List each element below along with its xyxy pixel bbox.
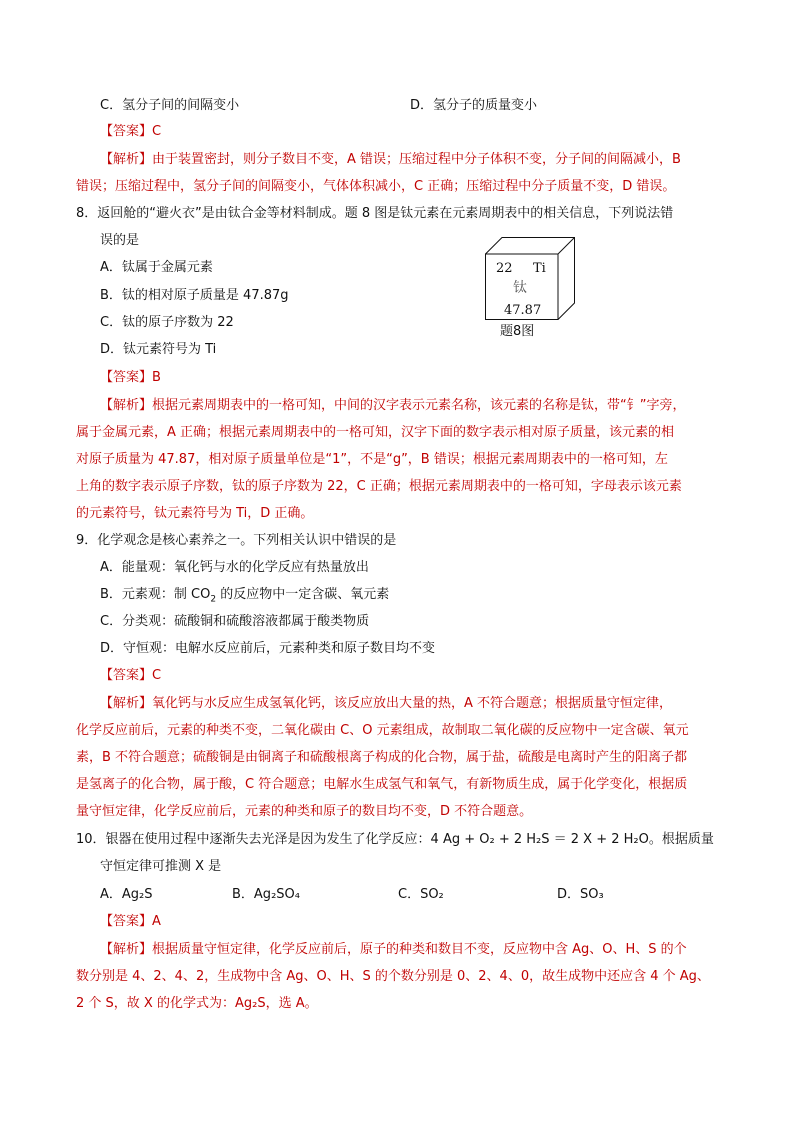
- titanium-periodic-cell-figure: [485, 237, 575, 321]
- q7-analysis-line-1: [100, 150, 681, 170]
- q8-analysis-line-5: 的元素符号，钛元素符号为 Ti，D 正确。: [76, 506, 314, 521]
- analysis-label: 【解析】: [100, 398, 153, 413]
- q9-analysis-line-2: 化学反应前后，元素的种类不变，二氧化碳由 C、O 元素组成，故制取二氧化碳的反应物中一定含碳、氧元: [76, 723, 689, 738]
- analysis-text: 氧化钙与水反应生成氢氧化钙，该反应放出大量的热，A 不符合题意；根据质量守恒定律，: [152, 696, 673, 711]
- analysis-text: 由于装置密封，则分子数目不变，A 错误；压缩过程中分子体积不变，分子间的间隔减小，B: [152, 152, 681, 167]
- analysis-label: 【解析】: [100, 696, 153, 711]
- element-symbol: Ti: [533, 261, 546, 276]
- analysis-label: 【解析】: [100, 942, 153, 957]
- q10-option-d: D．SO₃: [557, 887, 604, 902]
- q10-analysis-line-2: 数分别是 4、2、4、2，生成物中含 Ag、O、H、S 的个数分别是 0、2、4、0，故生成物中还应含 4 个 Ag、: [76, 969, 710, 984]
- q9-analysis-line-3: 素，B 不符合题意；硫酸铜是由铜离子和硫酸根离子构成的化合物，属于盐，硫酸是电离时产生的阳离子都: [76, 750, 688, 765]
- atomic-number: 22: [496, 261, 513, 276]
- q9-option-d: D．守恒观：电解水反应前后，元素种类和原子数目均不变: [100, 641, 436, 656]
- q8-option-c: C．钛的原子序数为 22: [100, 315, 234, 330]
- q8-option-a: A．钛属于金属元素: [100, 260, 213, 275]
- q9-option-c: C．分类观：硫酸铜和硫酸溶液都属于酸类物质: [100, 614, 370, 629]
- q8-option-d: D．钛元素符号为 Ti: [100, 342, 217, 357]
- q10-analysis-line-1: [100, 940, 687, 960]
- stem-text: 10．银器在使用过程中逐渐失去光泽是因为发生了化学反应：: [76, 832, 431, 847]
- option-b-text: B．元素观：制 CO: [100, 587, 211, 602]
- answer-value: A: [152, 914, 161, 929]
- q9-analysis-line-1: [100, 694, 672, 714]
- q9-option-b: [100, 585, 389, 605]
- figure-caption: 题8图: [500, 324, 535, 339]
- answer-label: 【答案】: [100, 370, 153, 385]
- q8-analysis-line-3: 对原子质量为 47.87，相对原子质量单位是“1”，不是“g”，B 错误；根据元素周期表中的一格可知，左: [76, 452, 668, 467]
- q10-option-a: A．Ag₂S: [100, 887, 153, 902]
- stem-text-end: 。根据质量: [648, 832, 714, 847]
- q10-stem-line-1: [76, 830, 714, 850]
- q8-analysis-line-4: 上角的数字表示原子序数，钛的原子序数为 22，C 正确；根据元素周期表中的一格可知，字母表示该元素: [76, 479, 682, 494]
- q7-option-d: D．氢分子的质量变小: [410, 98, 538, 113]
- q8-option-b: B．钛的相对原子质量是 47.87g: [100, 288, 289, 303]
- q8-stem-line-1: 8．返回舱的“避火衣”是由钛合金等材料制成。题 8 图是钛元素在元素周期表中的相关信息，下列说法错: [76, 206, 674, 221]
- q9-answer: [100, 666, 161, 686]
- answer-label: 【答案】: [100, 914, 153, 929]
- q9-stem: 9．化学观念是核心素养之一。下列相关认识中错误的是: [76, 533, 397, 548]
- answer-value: C: [152, 668, 162, 683]
- q8-answer: [100, 368, 161, 388]
- q10-answer: [100, 912, 161, 932]
- q7-answer: [100, 122, 161, 142]
- analysis-text: 根据元素周期表中的一格可知，中间的汉字表示元素名称，该元素的名称是钛，带“钅”字旁，: [152, 398, 686, 413]
- q8-stem-line-2: 误的是: [100, 233, 140, 248]
- q7-option-c: C．氢分子间的间隔变小: [100, 98, 240, 113]
- q8-analysis-line-2: 属于金属元素，A 正确；根据元素周期表中的一格可知，汉字下面的数字表示相对原子质量，该元素的相: [76, 425, 675, 440]
- q10-option-c: C．SO₂: [398, 887, 444, 902]
- chemical-equation: 4 Ag + O₂ + 2 H₂S ＝ 2 X + 2 H₂O: [430, 832, 649, 847]
- q9-option-a: A．能量观：氧化钙与水的化学反应有热量放出: [100, 560, 369, 575]
- element-name: 钛: [513, 280, 527, 296]
- q9-analysis-line-4: 是氢离子的化合物，属于酸，C 符合题意；电解水生成氢气和氧气，有新物质生成，属于化学变化，根据质: [76, 777, 688, 792]
- q9-analysis-line-5: 量守恒定律，化学反应前后，元素的种类和原子的数目均不变，D 不符合题意。: [76, 804, 533, 819]
- atomic-mass: 47.87: [504, 303, 542, 318]
- answer-label: 【答案】: [100, 124, 153, 139]
- answer-label: 【答案】: [100, 668, 153, 683]
- analysis-label: 【解析】: [100, 152, 153, 167]
- answer-value: C: [152, 124, 162, 139]
- q7-analysis-line-2: 错误；压缩过程中，氢分子间的间隔变小，气体体积减小，C 正确；压缩过程中分子质量不变，D 错误。: [76, 179, 676, 194]
- subscript: 2: [210, 594, 217, 605]
- q10-stem-line-2: 守恒定律可推测 X 是: [100, 859, 222, 874]
- q8-analysis-line-1: [100, 396, 686, 416]
- q10-option-b: B．Ag₂SO₄: [232, 887, 300, 902]
- q10-analysis-line-3: 2 个 S，故 X 的化学式为：Ag₂S，选 A。: [76, 996, 318, 1011]
- option-b-text-end: 的反应物中一定含碳、氧元素: [216, 587, 390, 602]
- analysis-text: 根据质量守恒定律，化学反应前后，原子的种类和数目不变，反应物中含 Ag、O、H、S 的个: [152, 942, 687, 957]
- answer-value: B: [152, 370, 161, 385]
